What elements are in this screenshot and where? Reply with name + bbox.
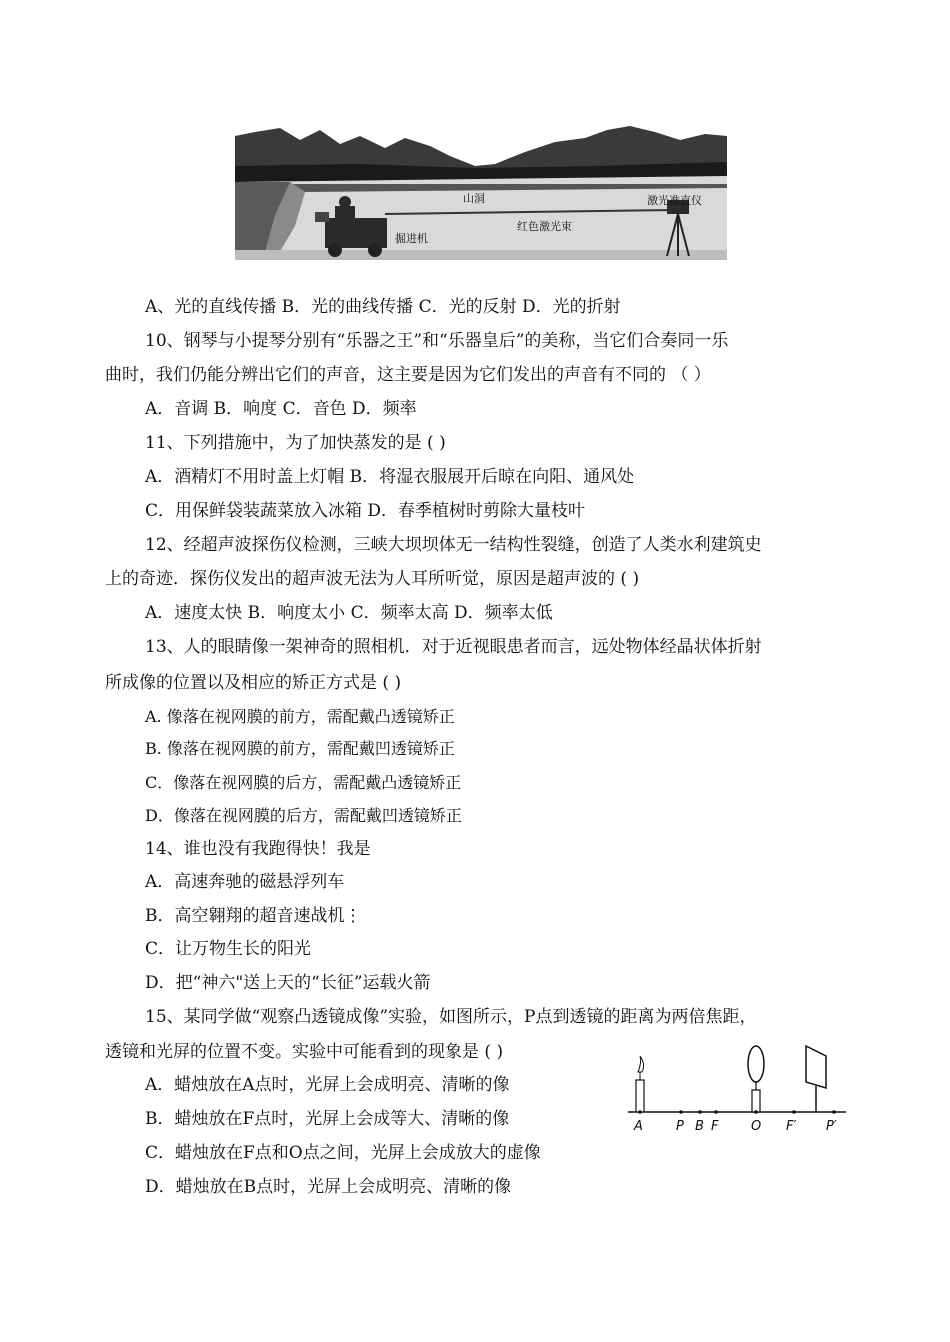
q14-option-d: D．把“神六"送上天的“长征”运载火箭 xyxy=(145,973,431,993)
q13-stem-line1: 13、人的眼睛像一架神奇的照相机．对于近视眼患者而言，远处物体经晶状体折射 xyxy=(145,637,762,657)
axis-label-b: B xyxy=(695,1119,704,1134)
axis-label-p: P xyxy=(676,1119,684,1134)
q11-options-ab: A．酒精灯不用时盖上灯帽 B．将湿衣服展开后晾在向阳、通风处 xyxy=(145,467,635,487)
q15-option-a: A．蜡烛放在A点时，光屏上会成明亮、清晰的像 xyxy=(145,1075,510,1095)
q12-stem-line1: 12、经超声波探伤仪检测，三峡大坝坝体无一结构性裂缝，创造了人类水利建筑史 xyxy=(145,535,762,555)
q15-stem-line1: 15、某同学做“观察凸透镜成像”实验，如图所示，P点到透镜的距离为两倍焦距， xyxy=(145,1007,757,1027)
lens-bench-figure xyxy=(626,1042,848,1136)
axis-label-o: O xyxy=(751,1119,762,1134)
q13-stem-line2: 所成像的位置以及相应的矫正方式是 ( ) xyxy=(105,673,402,693)
q14-option-a: A．高速奔驰的磁悬浮列车 xyxy=(145,872,345,892)
q10-stem-line1: 10、钢琴与小提琴分别有“乐器之王”和“乐器皇后”的美称，当它们合奏同一乐 xyxy=(145,331,729,351)
q12-stem-line2: 上的奇迹．探伤仪发出的超声波无法为人耳所听觉，原因是超声波的 ( ) xyxy=(105,569,640,589)
q11-options-cd: C．用保鲜袋装蔬菜放入冰箱 D．春季植树时剪除大量枝叶 xyxy=(145,501,586,521)
q14-option-b: B．高空翱翔的超音速战机⋮ xyxy=(145,906,362,926)
axis-label-f: F xyxy=(711,1119,719,1134)
q9-options: A、光的直线传播 B．光的曲线传播 C．光的反射 D．光的折射 xyxy=(145,297,621,317)
q10-options: A．音调 B．响度 C．音色 D．频率 xyxy=(145,399,417,419)
q12-options: A．速度太快 B．响度太小 C．频率太高 D．频率太低 xyxy=(145,603,553,623)
q13-option-c: C．像落在视网膜的后方，需配戴凸透镜矫正 xyxy=(145,773,462,792)
label-laser-beam: 红色激光束 xyxy=(517,220,572,233)
q15-stem-line2: 透镜和光屏的位置不变。实验中可能看到的现象是 ( ) xyxy=(105,1042,504,1062)
candle xyxy=(636,1056,644,1112)
q11-stem: 11、下列措施中，为了加快蒸发的是 ( ) xyxy=(145,433,446,453)
convex-lens xyxy=(748,1046,764,1112)
label-mountain: 山洞 xyxy=(463,192,485,205)
q15-option-c: C．蜡烛放在F点和O点之间，光屏上会成放大的虚像 xyxy=(145,1143,541,1163)
q10-stem-line2: 曲时，我们仍能分辨出它们的声音，这主要是因为它们发出的声音有不同的 （ ） xyxy=(105,365,711,385)
axis-label-f-prime: F′ xyxy=(786,1119,797,1134)
label-tunneling-machine: 掘进机 xyxy=(395,232,428,245)
q14-stem: 14、谁也没有我跑得快！我是 xyxy=(145,839,371,859)
q14-option-c: C．让万物生长的阳光 xyxy=(145,939,312,959)
q13-option-a: A. 像落在视网膜的前方，需配戴凸透镜矫正 xyxy=(145,707,455,726)
axis-label-p-prime: P′ xyxy=(826,1119,837,1134)
q15-option-d: D．蜡烛放在B点时，光屏上会成明亮、清晰的像 xyxy=(145,1177,512,1197)
tunnel-laser-figure xyxy=(235,126,727,260)
q15-option-b: B．蜡烛放在F点时，光屏上会成等大、清晰的像 xyxy=(145,1109,510,1129)
label-laser-device: 激光准直仪 xyxy=(647,194,702,207)
q13-option-d: D．像落在视网膜的后方，需配戴凹透镜矫正 xyxy=(145,806,462,825)
q13-option-b: B. 像落在视网膜的前方，需配戴凹透镜矫正 xyxy=(145,739,455,758)
light-screen xyxy=(806,1046,826,1112)
axis-label-a: A xyxy=(634,1119,643,1134)
